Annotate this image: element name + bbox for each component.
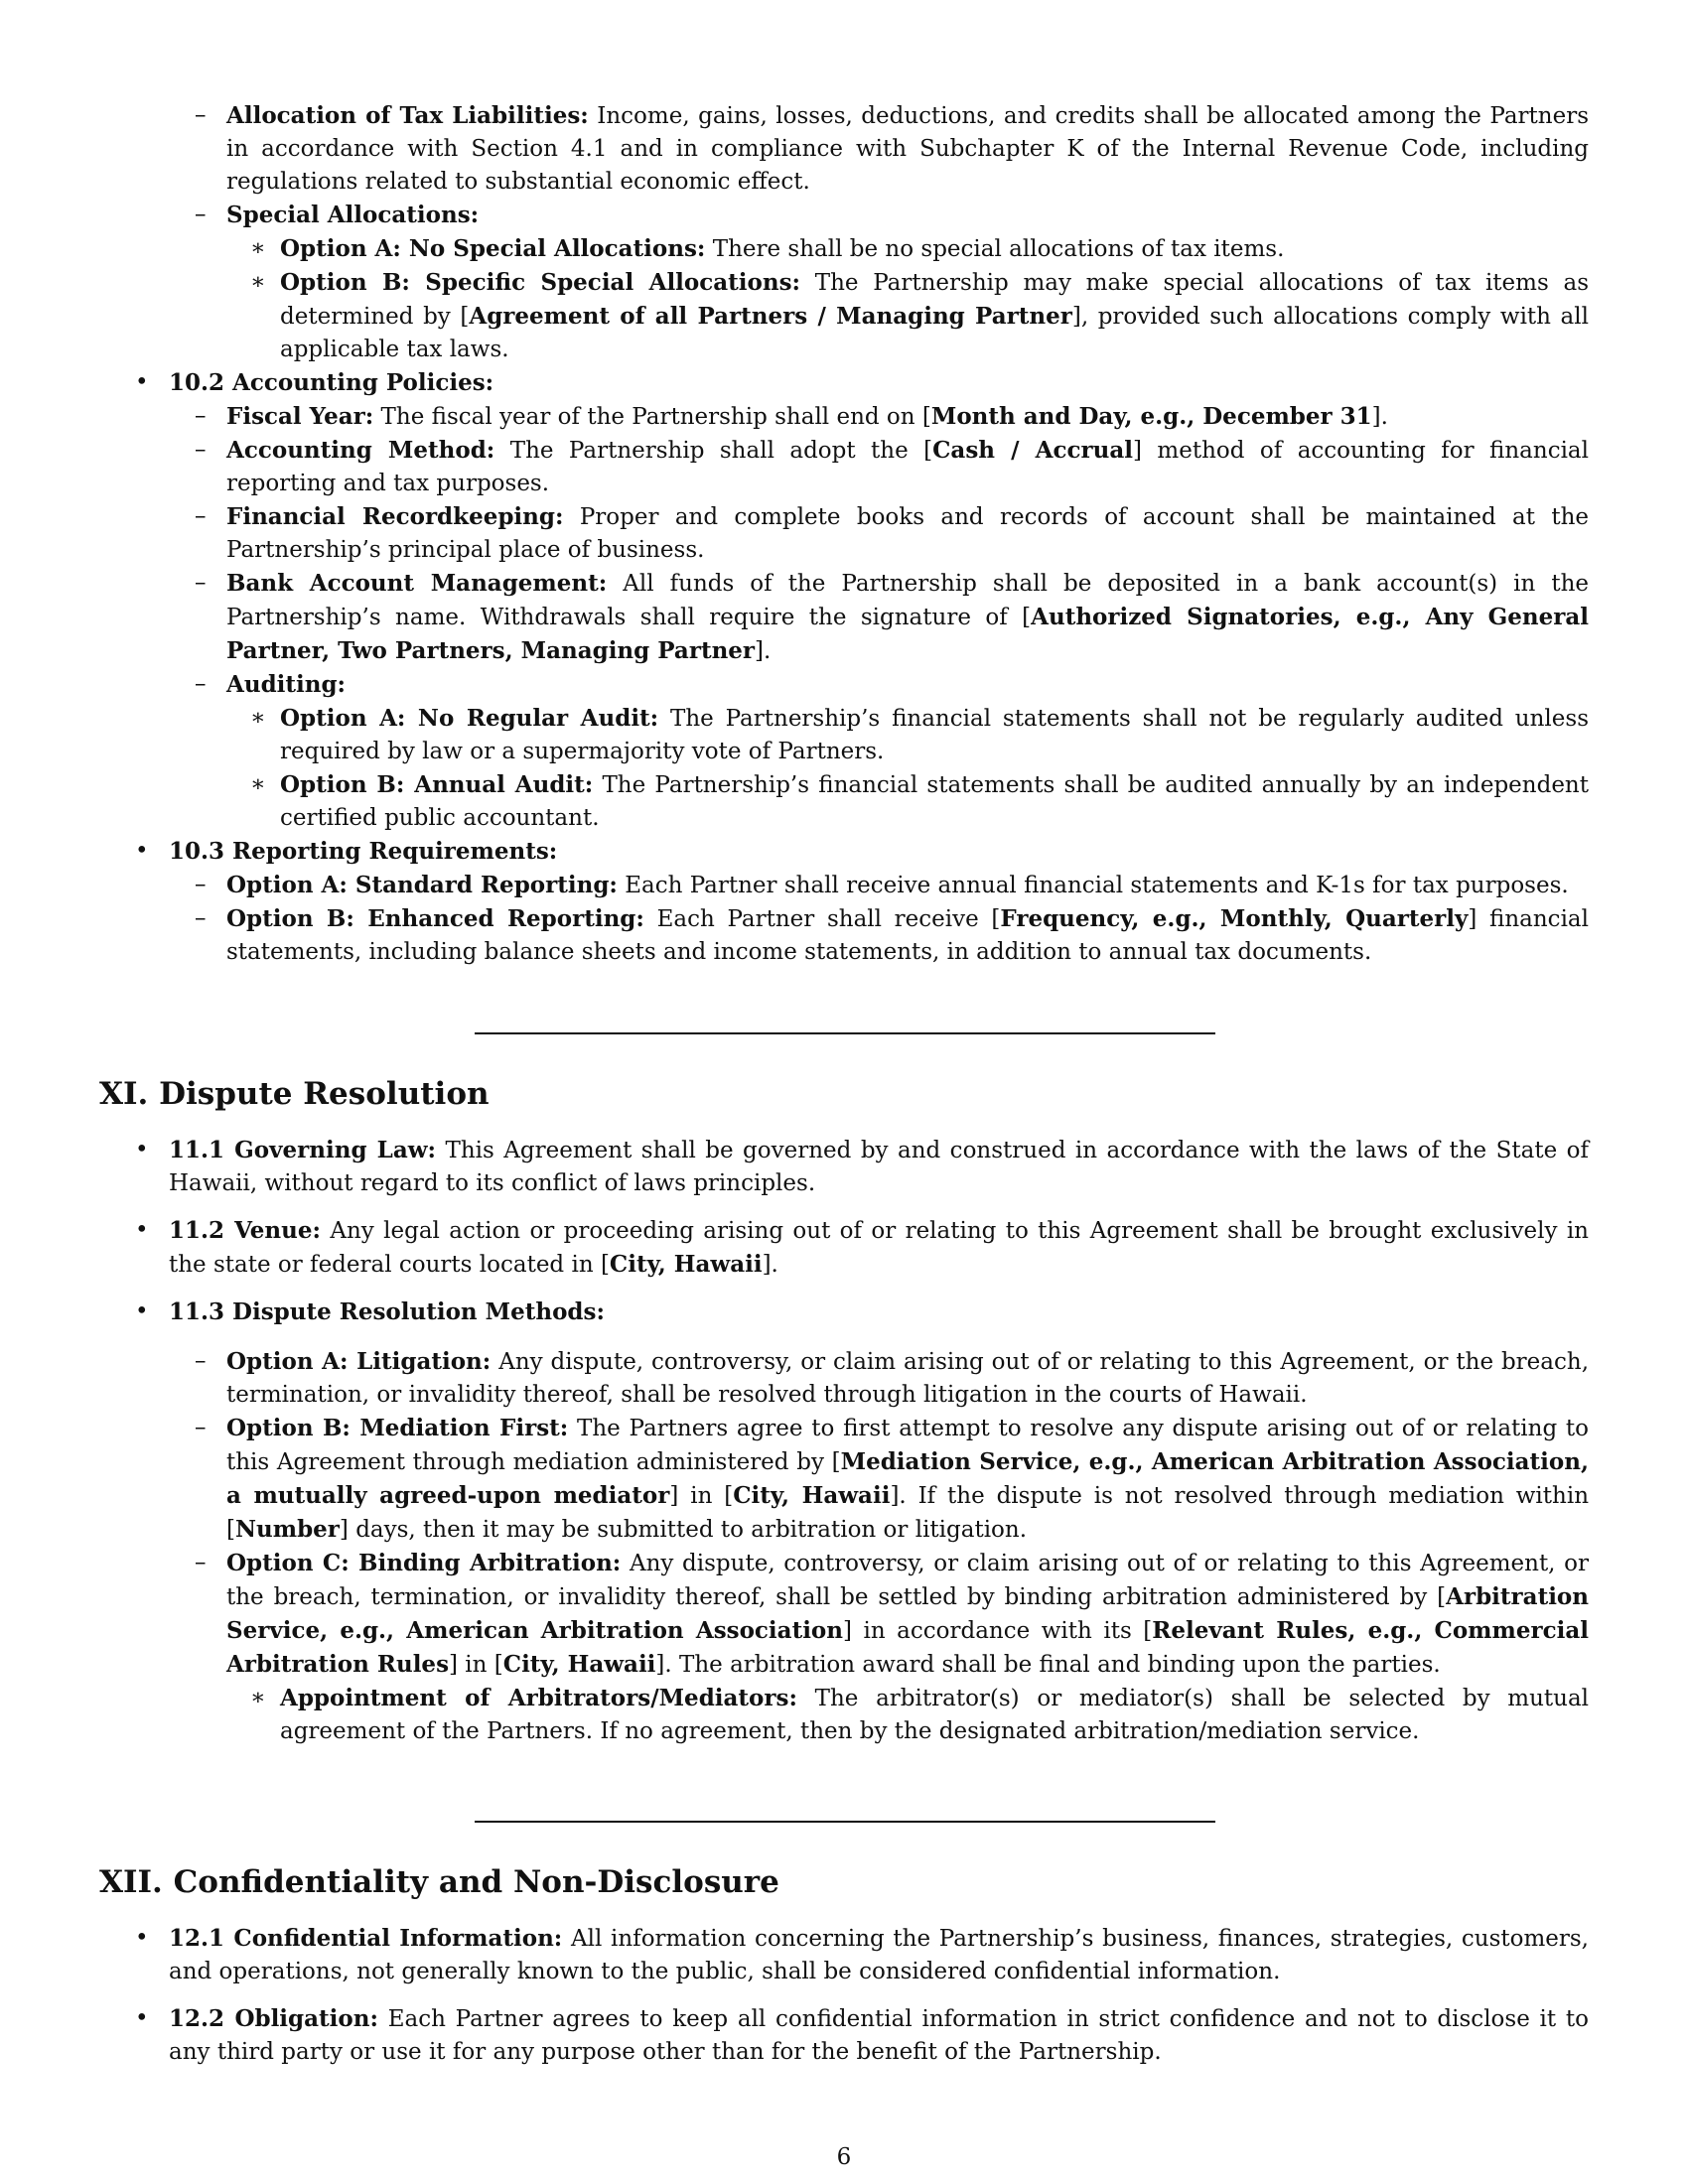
- dash-marker: –: [195, 872, 207, 897]
- item-text: There shall be no special allocations of tax items.: [712, 236, 1285, 262]
- list-item-obligation: [99, 2002, 1589, 2069]
- bullet-marker: •: [135, 838, 149, 864]
- item-text: Income, gains, losses, deductions, and credits shall be allocated among the Partners in accordance with Section 4.1 and in compliance with Subchapter K of the Internal Revenue Code, including regulations related to substantial economic effect.: [226, 103, 1589, 195]
- item-label: Option B: Enhanced Reporting:: [226, 905, 644, 932]
- dash-marker: –: [195, 671, 207, 697]
- item-label: Option B: Specific Special Allocations:: [280, 269, 801, 296]
- item-label: Appointment of Arbitrators/Mediators:: [280, 1685, 797, 1711]
- item-label: 12.2 Obligation:: [169, 2005, 378, 2032]
- section-divider: [475, 1032, 1215, 1034]
- item-text: ] method of accounting for financial reporting and tax purposes.: [226, 438, 1589, 496]
- placeholder-text: Month and Day, e.g., December 31: [930, 403, 1372, 430]
- item-label: 11.1 Governing Law:: [169, 1137, 437, 1163]
- item-label: Option A: Litigation:: [226, 1348, 492, 1375]
- list-item-10-2: [99, 366, 1589, 400]
- item-label: Auditing:: [226, 671, 347, 698]
- item-label: Option C: Binding Arbitration:: [226, 1550, 622, 1576]
- item-text: Each Partner agrees to keep all confidential information in strict confidence and not to disclose it to any third party or use it for any purpose other than for the benefit of the Partnership.: [169, 2006, 1589, 2065]
- dash-marker: –: [195, 503, 207, 529]
- list-item-methods: [99, 1296, 1589, 1329]
- item-text: The Partnership shall adopt the [: [509, 438, 933, 464]
- item-label: Option A: No Special Allocations:: [280, 235, 706, 262]
- placeholder-text: Agreement of all Partners / Managing Partner: [469, 303, 1072, 330]
- placeholder-text: Cash / Accrual: [932, 437, 1134, 464]
- item-text: ].: [755, 638, 772, 664]
- list-item-bank-account: [99, 567, 1589, 668]
- item-label: Option A: No Regular Audit:: [280, 705, 659, 732]
- dash-marker: –: [195, 102, 207, 128]
- page-number: 6: [836, 2144, 852, 2170]
- item-text: ] in accordance with its [: [843, 1618, 1153, 1644]
- bullet-marker: •: [135, 369, 149, 395]
- list-item-fiscal-year: [99, 400, 1589, 434]
- item-heading: 10.3 Reporting Requirements:: [169, 838, 558, 865]
- item-text: ] financial statements, including balance sheets and income statements, in addition to annual tax documents.: [226, 906, 1589, 965]
- dash-marker: –: [195, 202, 207, 227]
- placeholder-text: Arbitration Service, e.g., American Arbitration Association: [226, 1583, 1589, 1644]
- tax-list: [99, 99, 1589, 232]
- list-item-tax-allocation: [99, 99, 1589, 199]
- dash-marker: –: [195, 905, 207, 931]
- list-item-litigation: [99, 1345, 1589, 1412]
- item-heading: 10.2 Accounting Policies:: [169, 369, 494, 396]
- dash-marker: –: [195, 437, 207, 463]
- item-label: Fiscal Year:: [226, 403, 374, 430]
- item-text: This Agreement shall be governed by and construed in accordance with the laws of the State of Hawaii, without regard to its conflict of laws principles.: [169, 1138, 1589, 1196]
- list-item-financial-recordkeeping: [99, 500, 1589, 567]
- item-text: ], provided such allocations comply with all applicable tax laws.: [280, 304, 1589, 362]
- placeholder-text: City, Hawaii: [609, 1251, 763, 1278]
- item-text: Any dispute, controversy, or claim arising out of or relating to this Agreement, or the breach, termination, or invalidity thereof, shall be settled by binding arbitration administered by [: [226, 1551, 1590, 1610]
- auditing-options: [99, 702, 1589, 835]
- accounting-policies-list: [99, 400, 1589, 702]
- list-item-reporting-option-a: [99, 869, 1589, 902]
- item-label: Allocation of Tax Liabilities:: [226, 102, 589, 129]
- star-marker: ∗: [250, 1685, 266, 1710]
- list-item-arbitration: [99, 1547, 1589, 1682]
- section-xi: [99, 1134, 1589, 1748]
- item-label: Accounting Method:: [226, 437, 495, 464]
- item-text: ].: [762, 1252, 778, 1278]
- item-label: Option A: Standard Reporting:: [226, 872, 618, 898]
- placeholder-text: City, Hawaii: [502, 1651, 656, 1678]
- special-allocations-options: [99, 232, 1589, 366]
- placeholder-text: Mediation Service, e.g., American Arbitration Association, a mutually agreed-upon mediator: [226, 1448, 1589, 1509]
- bullet-marker: •: [135, 2005, 149, 2031]
- item-heading: 11.3 Dispute Resolution Methods:: [169, 1298, 605, 1325]
- list-item-confidential-information: [99, 1922, 1589, 1988]
- item-text: ]. If the dispute is not resolved through mediation within [: [226, 1483, 1590, 1543]
- reporting-options: [99, 869, 1589, 969]
- bullet-marker: •: [135, 1217, 149, 1243]
- star-marker: ∗: [250, 269, 266, 295]
- section-title-xi: XI. Dispute Resolution: [99, 1076, 490, 1112]
- list-item-governing-law: [99, 1134, 1589, 1200]
- list-item-option-b: [99, 266, 1589, 366]
- placeholder-text: Number: [234, 1516, 340, 1543]
- item-text: All funds of the Partnership shall be deposited in a bank account(s) in the Partnership’s name. Withdrawals shall require the signature of [: [226, 571, 1589, 630]
- list-item-audit-option-a: [99, 702, 1589, 768]
- item-text: ].: [1371, 404, 1388, 430]
- arbitration-sublist: [99, 1682, 1589, 1748]
- list-item-option-a: [99, 232, 1589, 266]
- dash-marker: –: [195, 1348, 207, 1374]
- dash-marker: –: [195, 570, 207, 596]
- dispute-list: [99, 1134, 1589, 1329]
- item-text: The Partnership’s financial statements shall be audited annually by an independent certified public accountant.: [280, 772, 1589, 831]
- list-item-reporting-option-b: [99, 902, 1589, 969]
- section-10-2: [99, 366, 1589, 400]
- star-marker: ∗: [250, 705, 266, 731]
- item-label: 12.1 Confidential Information:: [169, 1925, 563, 1952]
- item-text: Any dispute, controversy, or claim arising out of or relating to this Agreement, or the breach, termination, or invalidity thereof, shall be resolved through litigation in the courts of Hawaii.: [226, 1349, 1590, 1408]
- item-label: Special Allocations:: [226, 202, 480, 228]
- section-x-continuation: [99, 99, 1589, 969]
- item-label: Financial Recordkeeping:: [226, 503, 564, 530]
- list-item-appointment: [99, 1682, 1589, 1748]
- dash-marker: –: [195, 403, 207, 429]
- item-label: 11.2 Venue:: [169, 1217, 322, 1244]
- list-item-accounting-method: [99, 434, 1589, 500]
- item-text: All information concerning the Partnership’s business, finances, strategies, customers, and operations, not generally known to the public, shall be considered confidential information.: [169, 1926, 1589, 1984]
- dispute-methods-options: [99, 1345, 1589, 1682]
- section-divider: [475, 1821, 1215, 1823]
- list-item-audit-option-b: [99, 768, 1589, 835]
- item-text: The Partnership may make special allocations of tax items as determined by [: [280, 270, 1589, 330]
- list-item-venue: [99, 1214, 1589, 1282]
- item-label: Bank Account Management:: [226, 570, 608, 597]
- star-marker: ∗: [250, 235, 266, 261]
- placeholder-text: Authorized Signatories, e.g., Any General Partner, Two Partners, Managing Partner: [226, 604, 1590, 664]
- section-xii: [99, 1922, 1589, 2083]
- bullet-marker: •: [135, 1298, 149, 1324]
- placeholder-text: City, Hawaii: [733, 1482, 891, 1509]
- item-text: ]. The arbitration award shall be final and binding upon the parties.: [655, 1652, 1441, 1678]
- section-10-3: [99, 835, 1589, 869]
- list-item-10-3: [99, 835, 1589, 869]
- item-text: ] in [: [669, 1483, 734, 1509]
- placeholder-text: Frequency, e.g., Monthly, Quarterly: [1000, 905, 1469, 932]
- item-text: The arbitrator(s) or mediator(s) shall be selected by mutual agreement of the Partners. If no agreement, then by the designated arbitration/mediation service.: [280, 1686, 1590, 1744]
- item-label: Option B: Mediation First:: [226, 1415, 569, 1441]
- item-text: Each Partner shall receive [: [656, 906, 1001, 932]
- item-text: ] days, then it may be submitted to arbitration or litigation.: [339, 1517, 1028, 1543]
- dash-marker: –: [195, 1550, 207, 1575]
- list-item-mediation: [99, 1412, 1589, 1547]
- item-text: Each Partner shall receive annual financial statements and K-1s for tax purposes.: [625, 873, 1569, 898]
- item-text: The Partnership’s financial statements shall not be regularly audited unless required by law or a supermajority vote of Partners.: [280, 706, 1589, 764]
- bullet-marker: •: [135, 1925, 149, 1951]
- confidentiality-list: [99, 1922, 1589, 2069]
- item-text: The fiscal year of the Partnership shall end on [: [380, 404, 931, 430]
- star-marker: ∗: [250, 771, 266, 797]
- item-text: Proper and complete books and records of account shall be maintained at the Partnership’s principal place of business.: [226, 504, 1590, 563]
- item-text: Any legal action or proceeding arising out of or relating to this Agreement shall be brought exclusively in the state or federal courts located in [: [169, 1218, 1589, 1278]
- item-text: ] in [: [449, 1652, 503, 1678]
- list-item-special-allocations: [99, 199, 1589, 232]
- item-text: The Partners agree to first attempt to resolve any dispute arising out of or relating to this Agreement through mediation administered by [: [226, 1416, 1590, 1475]
- placeholder-text: Relevant Rules, e.g., Commercial Arbitration Rules: [226, 1617, 1589, 1678]
- item-label: Option B: Annual Audit:: [280, 771, 594, 798]
- bullet-marker: •: [135, 1137, 149, 1162]
- section-title-xii: XII. Confidentiality and Non-Disclosure: [99, 1864, 779, 1900]
- dash-marker: –: [195, 1415, 207, 1440]
- list-item-auditing: [99, 668, 1589, 702]
